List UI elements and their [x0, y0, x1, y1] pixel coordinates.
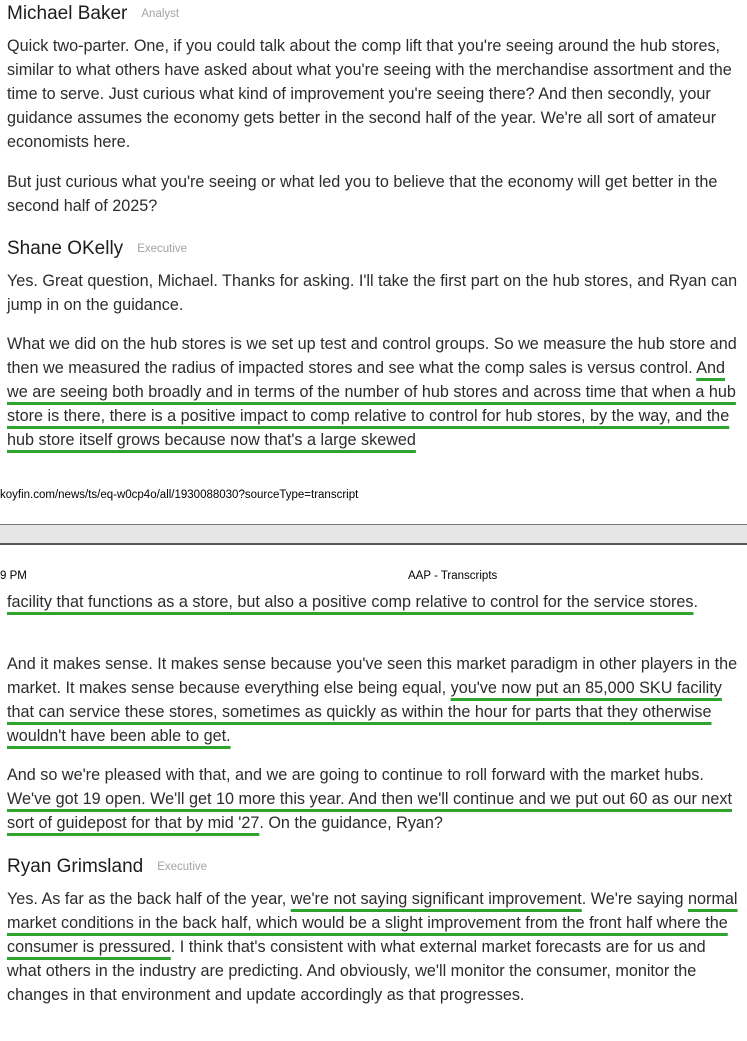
- transcript-paragraph: [7, 332, 741, 452]
- transcript-paragraph: Quick two-parter. One, if you could talk about the comp lift that you're seeing around the hub stores, similar to what others have asked about what you're seeing with the merchandise assortment and the time to serve. Just curious what kind of improvement you're seeing there? And then secondly, your guidance assumes the economy gets better in the second half of the year. We're all sort of amateur economists here.: [7, 37, 732, 151]
- page-break: [0, 524, 747, 545]
- speaker-name: Michael Baker: [7, 3, 128, 24]
- speaker-name: Ryan Grimsland: [7, 856, 144, 877]
- speaker-role: Executive: [137, 243, 188, 255]
- paragraph-text: . On the guidance, Ryan?: [259, 814, 443, 832]
- paragraph-text: . We're saying: [581, 890, 689, 908]
- transcript-paragraph: [7, 887, 741, 1007]
- highlighted-text: We've got 19 open. We'll get 10 more this year. And then we'll continue and we put out 60 as our next sort of guidepost for that by mid '27: [7, 790, 732, 832]
- page-header-title: AAP - Transcripts: [408, 570, 498, 582]
- footer-url: koyfin.com/news/ts/eq-w0cp4o/all/1930088030?sourceType=transcript: [0, 489, 359, 501]
- highlighted-text: normal market conditions in the back half, which would be a slight improvement from the front half where the consumer is pressured: [7, 890, 738, 956]
- highlighted-text: you've now put an 85,000 SKU facility that can service these stores, sometimes as quickly as within the hour for parts that they otherwise wouldn't have been able to get.: [7, 679, 722, 745]
- paragraph-text: What we did on the hub stores is we set up test and control groups. So we measure the hub store and then we measured the radius of impacted stores and see what the comp sales is versus control.: [7, 335, 737, 377]
- highlighted-text: we're not saying significant improvement: [290, 890, 582, 908]
- speaker-role: Analyst: [141, 8, 180, 20]
- speaker-role: Executive: [157, 861, 208, 873]
- transcript-paragraph: Yes. Great question, Michael. Thanks for asking. I'll take the first part on the hub stores, and Ryan can jump in on the guidance.: [7, 272, 738, 314]
- paragraph-text: . I think that's consistent with what external market forecasts are for us and what others in the industry are predicting. And obviously, we'll monitor the consumer, monitor the changes in that environment and update accordingly as that progresses.: [7, 938, 706, 1004]
- speaker-header: [7, 856, 207, 878]
- transcript-paragraph: [7, 763, 741, 835]
- paragraph-text: Yes. As far as the back half of the year,: [7, 890, 291, 908]
- transcript-paragraph: [7, 590, 741, 614]
- speaker-name: Shane OKelly: [7, 238, 124, 259]
- page-header-time: 9 PM: [0, 570, 27, 582]
- highlighted-text: facility that functions as a store, but also a positive comp relative to control for the service stores: [7, 593, 694, 611]
- transcript-paragraph: [7, 652, 741, 748]
- speaker-header: [7, 238, 187, 260]
- speaker-header: [7, 3, 179, 25]
- paragraph-text: .: [693, 593, 698, 611]
- transcript-paragraph: But just curious what you're seeing or what led you to believe that the economy will get better in the second half of 2025?: [7, 173, 718, 215]
- highlighted-text: And we are seeing both broadly and in terms of the number of hub stores and across time that when a hub store is there, there is a positive impact to comp relative to control for hub stores, by the way, and the hub store itself grows because now that's a large skewed: [7, 359, 736, 449]
- paragraph-text: And so we're pleased with that, and we are going to continue to roll forward with the market hubs.: [7, 766, 704, 784]
- paragraph-text: And it makes sense. It makes sense because you've seen this market paradigm in other players in the market. It makes sense because everything else being equal,: [7, 655, 738, 697]
